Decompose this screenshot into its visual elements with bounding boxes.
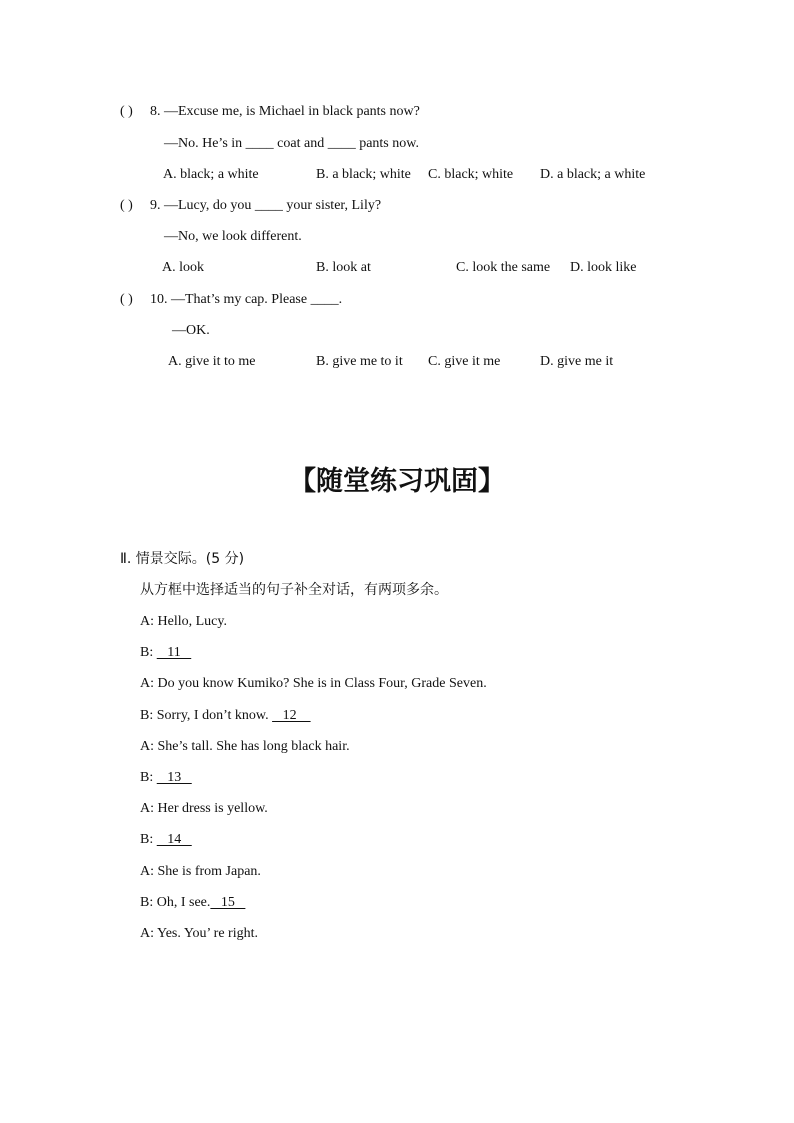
question-10-option-d[interactable]: D. give me it [540, 354, 614, 369]
blank-11[interactable]: 11 [156, 645, 192, 660]
dialogue-line: A: She is from Japan. [140, 864, 261, 879]
blank-13[interactable]: 13 [156, 770, 192, 785]
question-8-option-d[interactable]: D. a black; a white [540, 167, 646, 182]
question-8-option-a[interactable]: A. black; a white [163, 167, 259, 182]
question-9-option-c[interactable]: C. look the same [456, 260, 551, 275]
question-9-reply: —No, we look different. [164, 229, 302, 244]
answer-paren[interactable]: ( ) [120, 104, 133, 119]
question-10-stem [120, 291, 342, 309]
question-10-option-c[interactable]: C. give it me [428, 354, 501, 369]
question-text: 9. —Lucy, do you ____ your sister, Lily? [150, 198, 382, 213]
question-8-option-b[interactable]: B. a black; white [316, 167, 411, 182]
dialogue-line: A: Hello, Lucy. [140, 614, 227, 629]
question-8-reply: —No. He’s in ____ coat and ____ pants now. [164, 136, 419, 151]
answer-paren[interactable]: ( ) [120, 198, 133, 213]
question-10-option-a[interactable]: A. give it to me [168, 354, 256, 369]
question-8-stem [120, 103, 420, 121]
dialogue-line: A: She’s tall. She has long black hair. [140, 739, 350, 754]
dialogue-line: B: 11 [140, 645, 192, 660]
question-9-option-a[interactable]: A. look [162, 260, 204, 275]
section-title: 【随堂练习巩固】 [289, 466, 505, 497]
dialogue-line: B: Sorry, I don’t know. 12 [140, 708, 311, 723]
question-9-stem [120, 197, 381, 215]
dialogue-line: A: Do you know Kumiko? She is in Class Four, Grade Seven. [140, 676, 487, 691]
part-heading: Ⅱ. 情景交际。(5 分) [120, 551, 245, 567]
question-text: 8. —Excuse me, is Michael in black pants now? [150, 104, 420, 119]
dialogue-line: A: Yes. You’ re right. [140, 926, 258, 941]
dialogue-line: B: 14 [140, 832, 192, 847]
question-9-option-b[interactable]: B. look at [316, 260, 371, 275]
question-text: 10. —That’s my cap. Please ____. [150, 292, 343, 307]
dialogue-line: B: 13 [140, 770, 192, 785]
question-10-option-b[interactable]: B. give me to it [316, 354, 403, 369]
answer-paren[interactable]: ( ) [120, 292, 133, 307]
blank-12[interactable]: 12 [272, 708, 311, 723]
part-instruction: 从方框中选择适当的句子补全对话，有两项多余。 [140, 582, 448, 598]
dialogue-line: A: Her dress is yellow. [140, 801, 268, 816]
dialogue-line: B: Oh, I see. 15 [140, 895, 246, 910]
question-9-option-d[interactable]: D. look like [570, 260, 637, 275]
question-8-option-c[interactable]: C. black; white [428, 167, 514, 182]
question-10-reply: —OK. [172, 323, 210, 338]
blank-15[interactable]: 15 [210, 895, 246, 910]
blank-14[interactable]: 14 [156, 832, 192, 847]
